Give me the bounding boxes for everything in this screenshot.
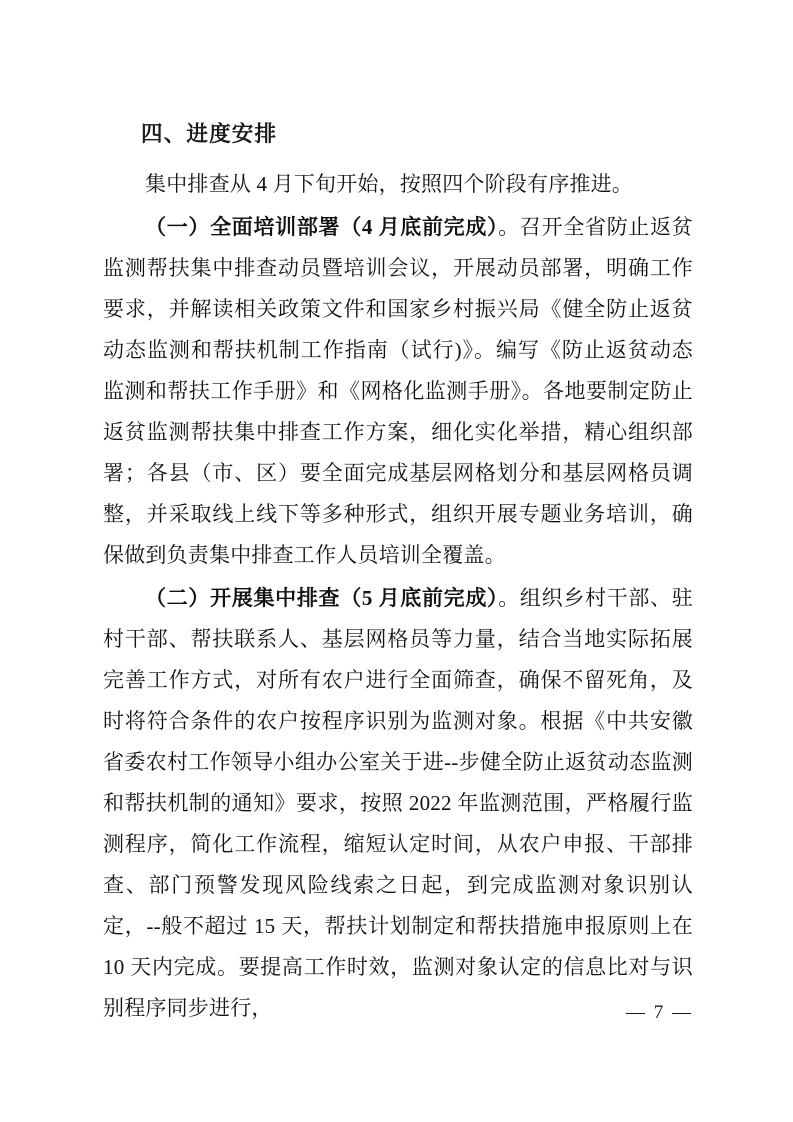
section-heading: 四、进度安排: [141, 122, 278, 146]
stage-2-text: 。组织乡村干部、驻村干部、帮扶联系人、基层网格员等力量，结合当地实际拓展完善工作方式，对所有农户进行全面筛查，确保不留死角，及时将符合条件的农户按程序识别为监测对象。根据《中共安徽省委农村工作领导小组办公室关于进--步健全防止返贫动态监测和帮扶机制的通知》要求，按照 2022 年监测范围，严格履行监测程序，简化工作流程，缩短认定时间，从农户申报、干部排查、部门预警发现风险线索之日起，到完成监测对象识别认定，--般不超过 15 天，帮扶计划制定和帮扶措施申报原则上在 10 天内完成。要提高工作时效，监测对象认定的信息比对与识别程序同步进行，: [103, 586, 693, 1021]
paragraph-intro-text: 集中排查从 4 月下旬开始，按照四个阶段有序推进。: [145, 172, 633, 197]
stage-2-lead: （二）开展集中排查（5 月底前完成）: [145, 586, 499, 611]
page-content: [103, 118, 693, 1029]
stage-1-lead: （一）全面培训部署（4 月底前完成）: [145, 215, 499, 240]
page-number: — 7 —: [626, 1002, 693, 1023]
paragraph-intro: [103, 164, 693, 205]
paragraph-stage-1: [103, 207, 693, 576]
stage-1-text: 。召开全省防止返贫监测帮扶集中排查动员暨培训会议，开展动员部署，明确工作要求，并解读相关政策文件和国家乡村振兴局《健全防止返贫动态监测和帮扶机制工作指南（试行)》。编写《防止返贫动态监测和帮扶工作手册》和《网格化监测手册》。各地要制定防止返贫监测帮扶集中排查工作方案，细化实化举措，精心组织部署；各县（市、区）要全面完成基层网格划分和基层网格员调整，并采取线上线下等多种形式，组织开展专题业务培训，确保做到负责集中排查工作人员培训全覆盖。: [103, 215, 693, 568]
paragraph-stage-2: [103, 578, 693, 1029]
